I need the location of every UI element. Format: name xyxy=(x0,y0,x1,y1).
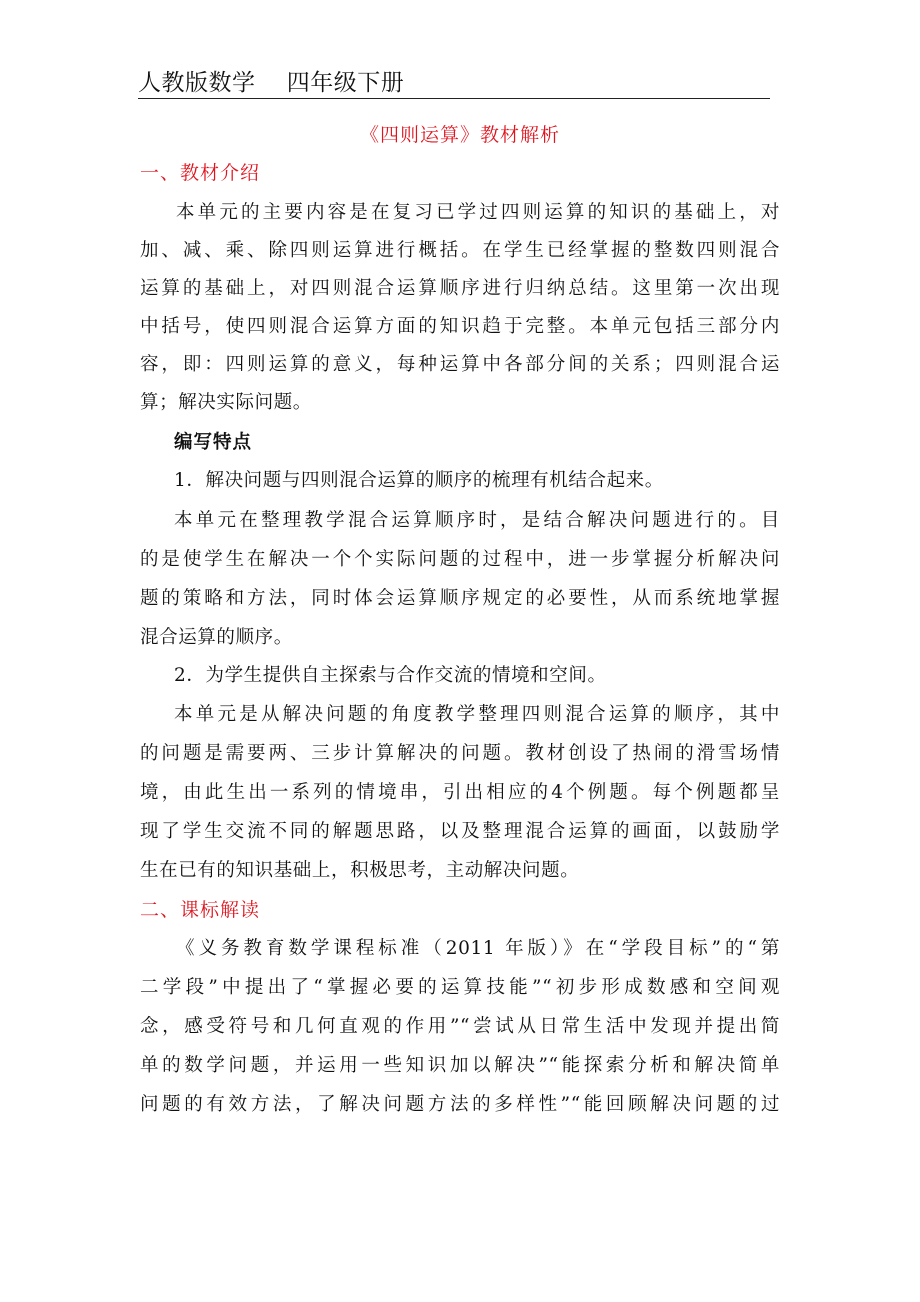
feature-paragraph-line: 题的策略和方法，同时体会运算顺序规定的必要性，从而系统地掌握 xyxy=(140,588,780,609)
intro-line: 中括号，使四则混合运算方面的知识趋于完整。本单元包括三部分内 xyxy=(140,316,780,337)
feature-paragraph-line: 的是使学生在解决一个个实际问题的过程中，进一步掌握分析解决问 xyxy=(140,549,780,570)
standard-line: 念，感受符号和几何直观的作用”“尝试从日常生活中发现并提出简 xyxy=(140,1016,780,1037)
section-heading-intro: 一、教材介绍 xyxy=(140,162,261,184)
feature-point-2: 2．为学生提供自主探索与合作交流的情境和空间。 xyxy=(174,665,607,686)
standard-line: 问题的有效方法，了解决问题方法的多样性”“能回顾解决问题的过 xyxy=(140,1094,780,1115)
section-heading-standard: 二、课标解读 xyxy=(140,899,261,921)
standard-line: 单的数学问题，并运用一些知识加以解决”“能探索分析和解决简单 xyxy=(140,1055,780,1076)
feature-paragraph-line: 现了学生交流不同的解题思路，以及整理混合运算的画面，以鼓励学 xyxy=(140,821,780,842)
intro-line: 运算的基础上，对四则混合运算顺序进行归纳总结。这里第一次出现 xyxy=(140,278,780,299)
intro-line: 加、减、乘、除四则运算进行概括。在学生已经掌握的整数四则混合 xyxy=(140,240,780,261)
feature-paragraph-line: 的问题是需要两、三步计算解决的问题。教材创设了热闹的滑雪场情 xyxy=(140,743,780,764)
intro-line: 容，即：四则运算的意义，每种运算中各部分间的关系；四则混合运 xyxy=(140,354,780,375)
document-title: 《四则运算》教材解析 xyxy=(359,124,560,146)
intro-line: 本单元的主要内容是在复习已学过四则运算的知识的基础上，对 xyxy=(176,202,780,223)
feature-paragraph-line: 混合运算的顺序。 xyxy=(140,627,293,648)
features-heading: 编写特点 xyxy=(174,432,253,453)
feature-point-1: 1．解决问题与四则混合运算的顺序的梳理有机结合起来。 xyxy=(174,470,664,491)
feature-paragraph-line: 本单元在整理教学混合运算顺序时，是结合解决问题进行的。目 xyxy=(174,510,780,531)
page-header: 人教版数学 四年级下册 xyxy=(138,68,770,99)
standard-line: 《义务教育数学课程标准（2011 年版）》在“学段目标”的“第 xyxy=(176,938,780,959)
standard-line: 二学段”中提出了“掌握必要的运算技能”“初步形成数感和空间观 xyxy=(140,977,780,998)
feature-paragraph-line: 境，由此生出一系列的情境串，引出相应的4个例题。每个例题都呈 xyxy=(140,782,780,803)
intro-line: 算；解决实际问题。 xyxy=(140,392,312,413)
feature-paragraph-line: 生在已有的知识基础上，积极思考，主动解决问题。 xyxy=(140,860,580,881)
feature-paragraph-line: 本单元是从解决问题的角度教学整理四则混合运算的顺序，其中 xyxy=(174,704,780,725)
